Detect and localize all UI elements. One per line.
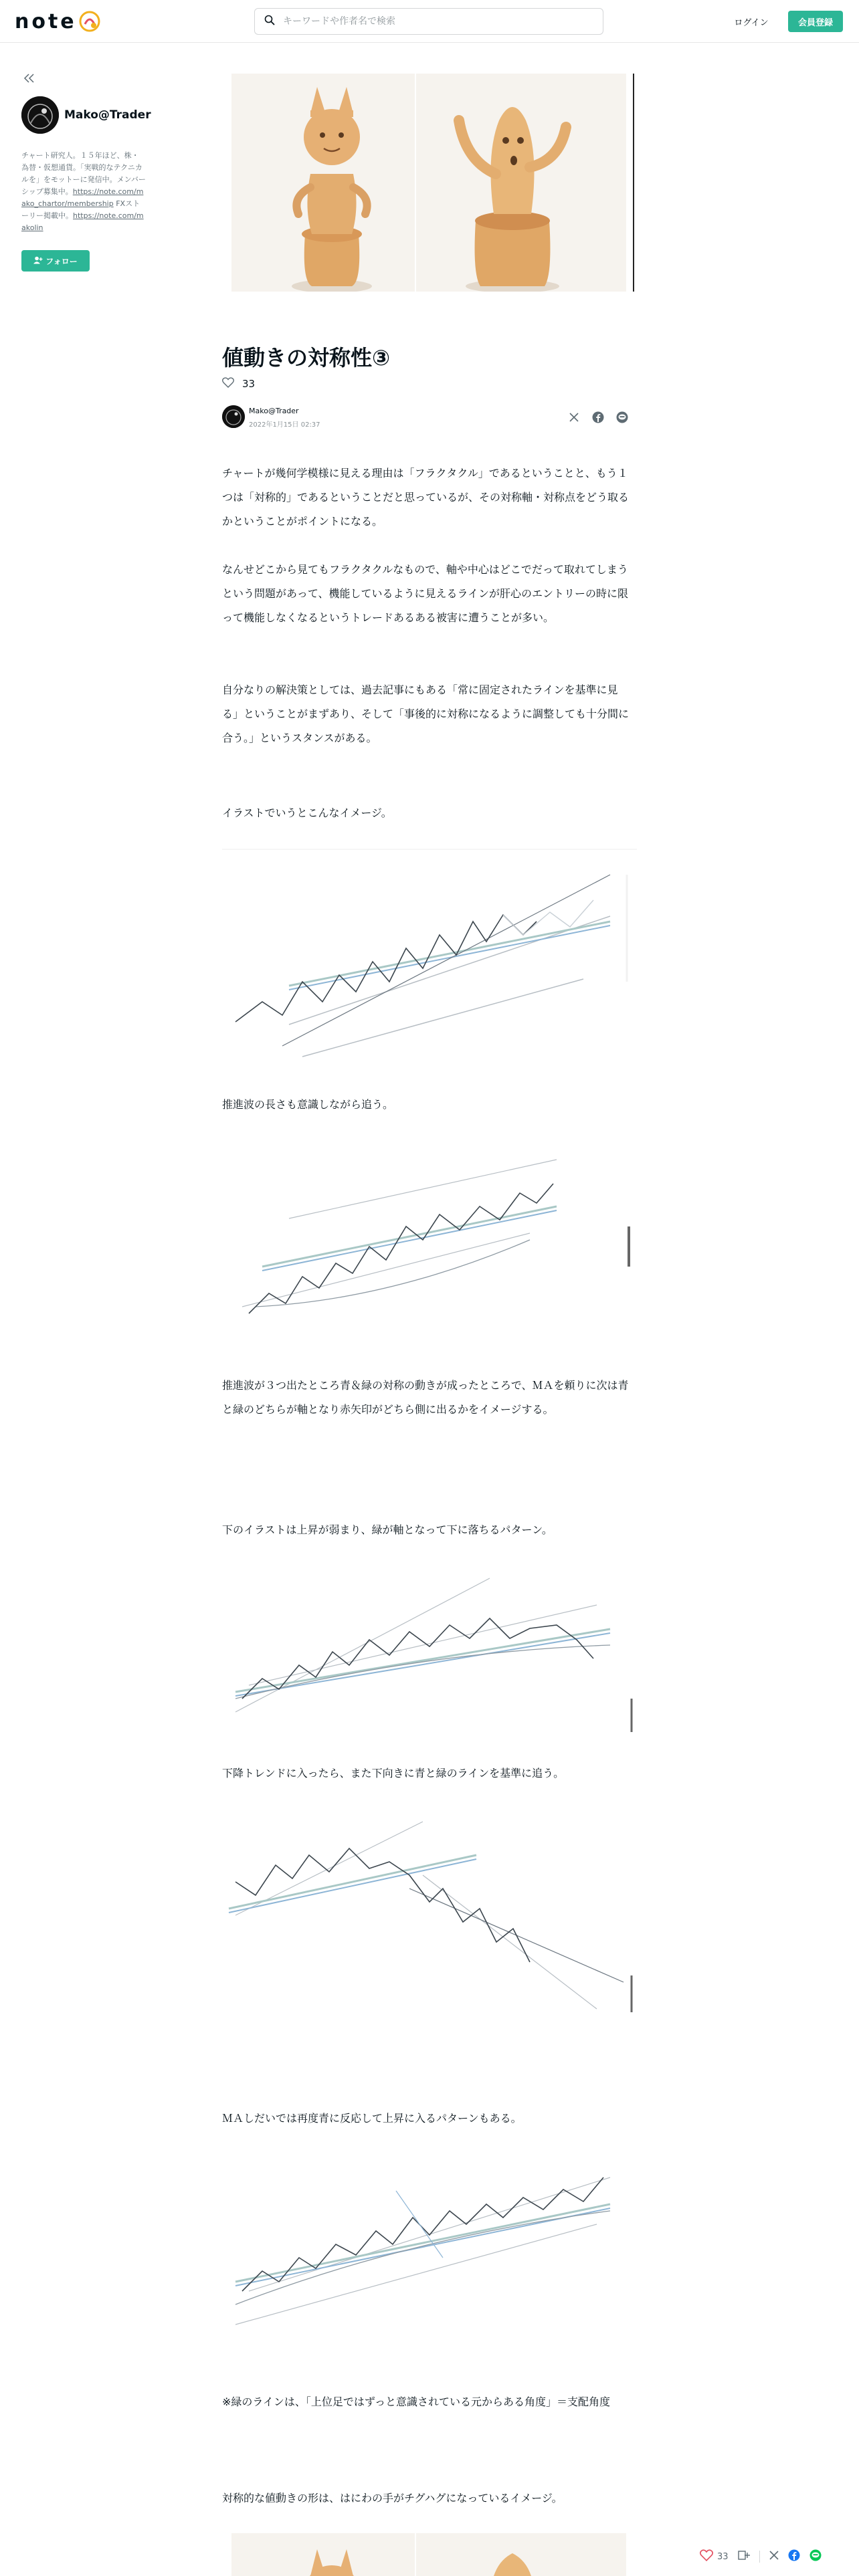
floating-facebook-share[interactable]	[788, 2549, 800, 2564]
illustration-1	[222, 848, 637, 1066]
membership-link[interactable]: https://note.com/mako_chartor/membership	[21, 187, 144, 208]
creator-bio	[21, 150, 146, 234]
logo-text: note	[15, 9, 77, 33]
paragraph-8: 下降トレンドに入ったら、また下向きに青と緑のラインを基準に追う。	[222, 1767, 565, 1780]
heart-icon[interactable]	[222, 377, 234, 391]
profile-link[interactable]: https://note.com/makolin	[21, 211, 144, 232]
creator-avatar[interactable]	[21, 96, 59, 134]
paragraph-11: 対称的な値動きの形は、はにわの手がチグハグになっているイメージ。	[222, 2492, 563, 2504]
search-input[interactable]	[283, 16, 591, 27]
double-chevron-left-icon	[23, 73, 35, 86]
paragraph-10: ※緑のラインは、「上位足ではずっと意識されている元からある角度」＝支配角度	[222, 2395, 610, 2408]
haniwa-image-bottom	[231, 2533, 626, 2576]
bio-text: チャート研究人。１５年ほど、株・為替・仮想通貨。「実戦的なテクニカルを」をモットーに発信中。メンバーシップ募集中。	[21, 151, 146, 196]
top-header	[0, 0, 859, 43]
illustration-4	[222, 1808, 637, 2033]
x-logo-icon	[769, 2551, 779, 2563]
floating-like-count: 33	[717, 2551, 729, 2562]
author-name[interactable]: Mako@Trader	[249, 407, 299, 415]
facebook-icon[interactable]	[591, 411, 605, 424]
creator-name[interactable]: Mako@Trader	[64, 108, 151, 122]
hero-image-haniwa	[231, 74, 626, 292]
paragraph-1: チャートが幾何学模様に見える理由は「フラクタクル」であるということと、もう１つは「対称的」であるということだと思っているが、その対称軸・対称点をどう取るかということがポイントになる。	[222, 467, 630, 528]
paragraph-3: 自分なりの解決策としては、過去記事にもある「常に固定されたラインを基準に見る」ということがまずあり、そして「事後的に対称になるように調整しても十分間に合う。」というスタンスがある。	[222, 683, 630, 744]
paragraph-9: ＭＡしだいでは再度青に反応して上昇に入るパターンもある。	[222, 2112, 522, 2125]
person-plus-icon	[33, 256, 43, 266]
heart-icon	[700, 2549, 713, 2564]
illustration-5	[222, 2151, 637, 2342]
paragraph-4: イラストでいうとこんなイメージ。	[222, 807, 392, 819]
search-box[interactable]	[254, 8, 603, 35]
bio-mid-text: FXストーリー掲載中。	[21, 199, 140, 220]
hero-divider	[633, 74, 634, 292]
paragraph-7: 下のイラストは上昇が弱まり、緑が軸となって下に落ちるパターン。	[222, 1523, 553, 1536]
publish-date: 2022年1月15日 02:37	[249, 421, 320, 429]
magazine-add-button[interactable]	[738, 2550, 750, 2563]
login-button[interactable]: ログイン	[734, 17, 769, 28]
like-row	[222, 377, 255, 391]
follow-button[interactable]	[21, 250, 90, 272]
share-icons	[567, 411, 629, 424]
line-icon[interactable]	[615, 411, 629, 424]
line-icon	[809, 2549, 822, 2564]
like-count[interactable]: 33	[242, 378, 256, 390]
floating-bar-separator	[759, 2551, 760, 2563]
paragraph-2: なんせどこから見てもフラクタクルなもので、軸や中心はどこでだって取れてしまうという問題があって、機能しているように見えるラインが肝心のエントリーの時に限って機能しなくなるというトレードあるある被害に遭うことが多い。	[222, 563, 629, 624]
illustration-2	[222, 1140, 637, 1351]
note-logo[interactable]	[15, 9, 101, 33]
facebook-icon	[788, 2549, 800, 2564]
floating-action-bar	[700, 2547, 822, 2567]
x-logo-icon[interactable]	[567, 411, 581, 424]
paragraph-5: 推進波の長さも意識しながら追う。	[222, 1098, 394, 1111]
collapse-sidebar-button[interactable]	[20, 71, 39, 87]
floating-like-button[interactable]	[700, 2549, 729, 2564]
search-icon	[264, 15, 275, 28]
signup-button[interactable]: 会員登録	[788, 11, 843, 32]
paragraph-6: 推進波が３つ出たところ青＆緑の対称の動きが成ったところで、ＭＡを頼りに次は青と緑のどちらが軸となり赤矢印がどちら側に出るかをイメージする。	[222, 1379, 629, 1416]
anniversary-badge-icon	[78, 10, 101, 33]
floating-x-share[interactable]	[769, 2551, 779, 2563]
follow-label: フォロー	[45, 256, 78, 266]
article-title: 値動きの対称性③	[222, 345, 391, 370]
floating-line-share[interactable]	[809, 2549, 822, 2564]
magazine-icon	[738, 2550, 750, 2563]
author-avatar[interactable]	[222, 405, 245, 428]
illustration-3	[222, 1565, 637, 1736]
